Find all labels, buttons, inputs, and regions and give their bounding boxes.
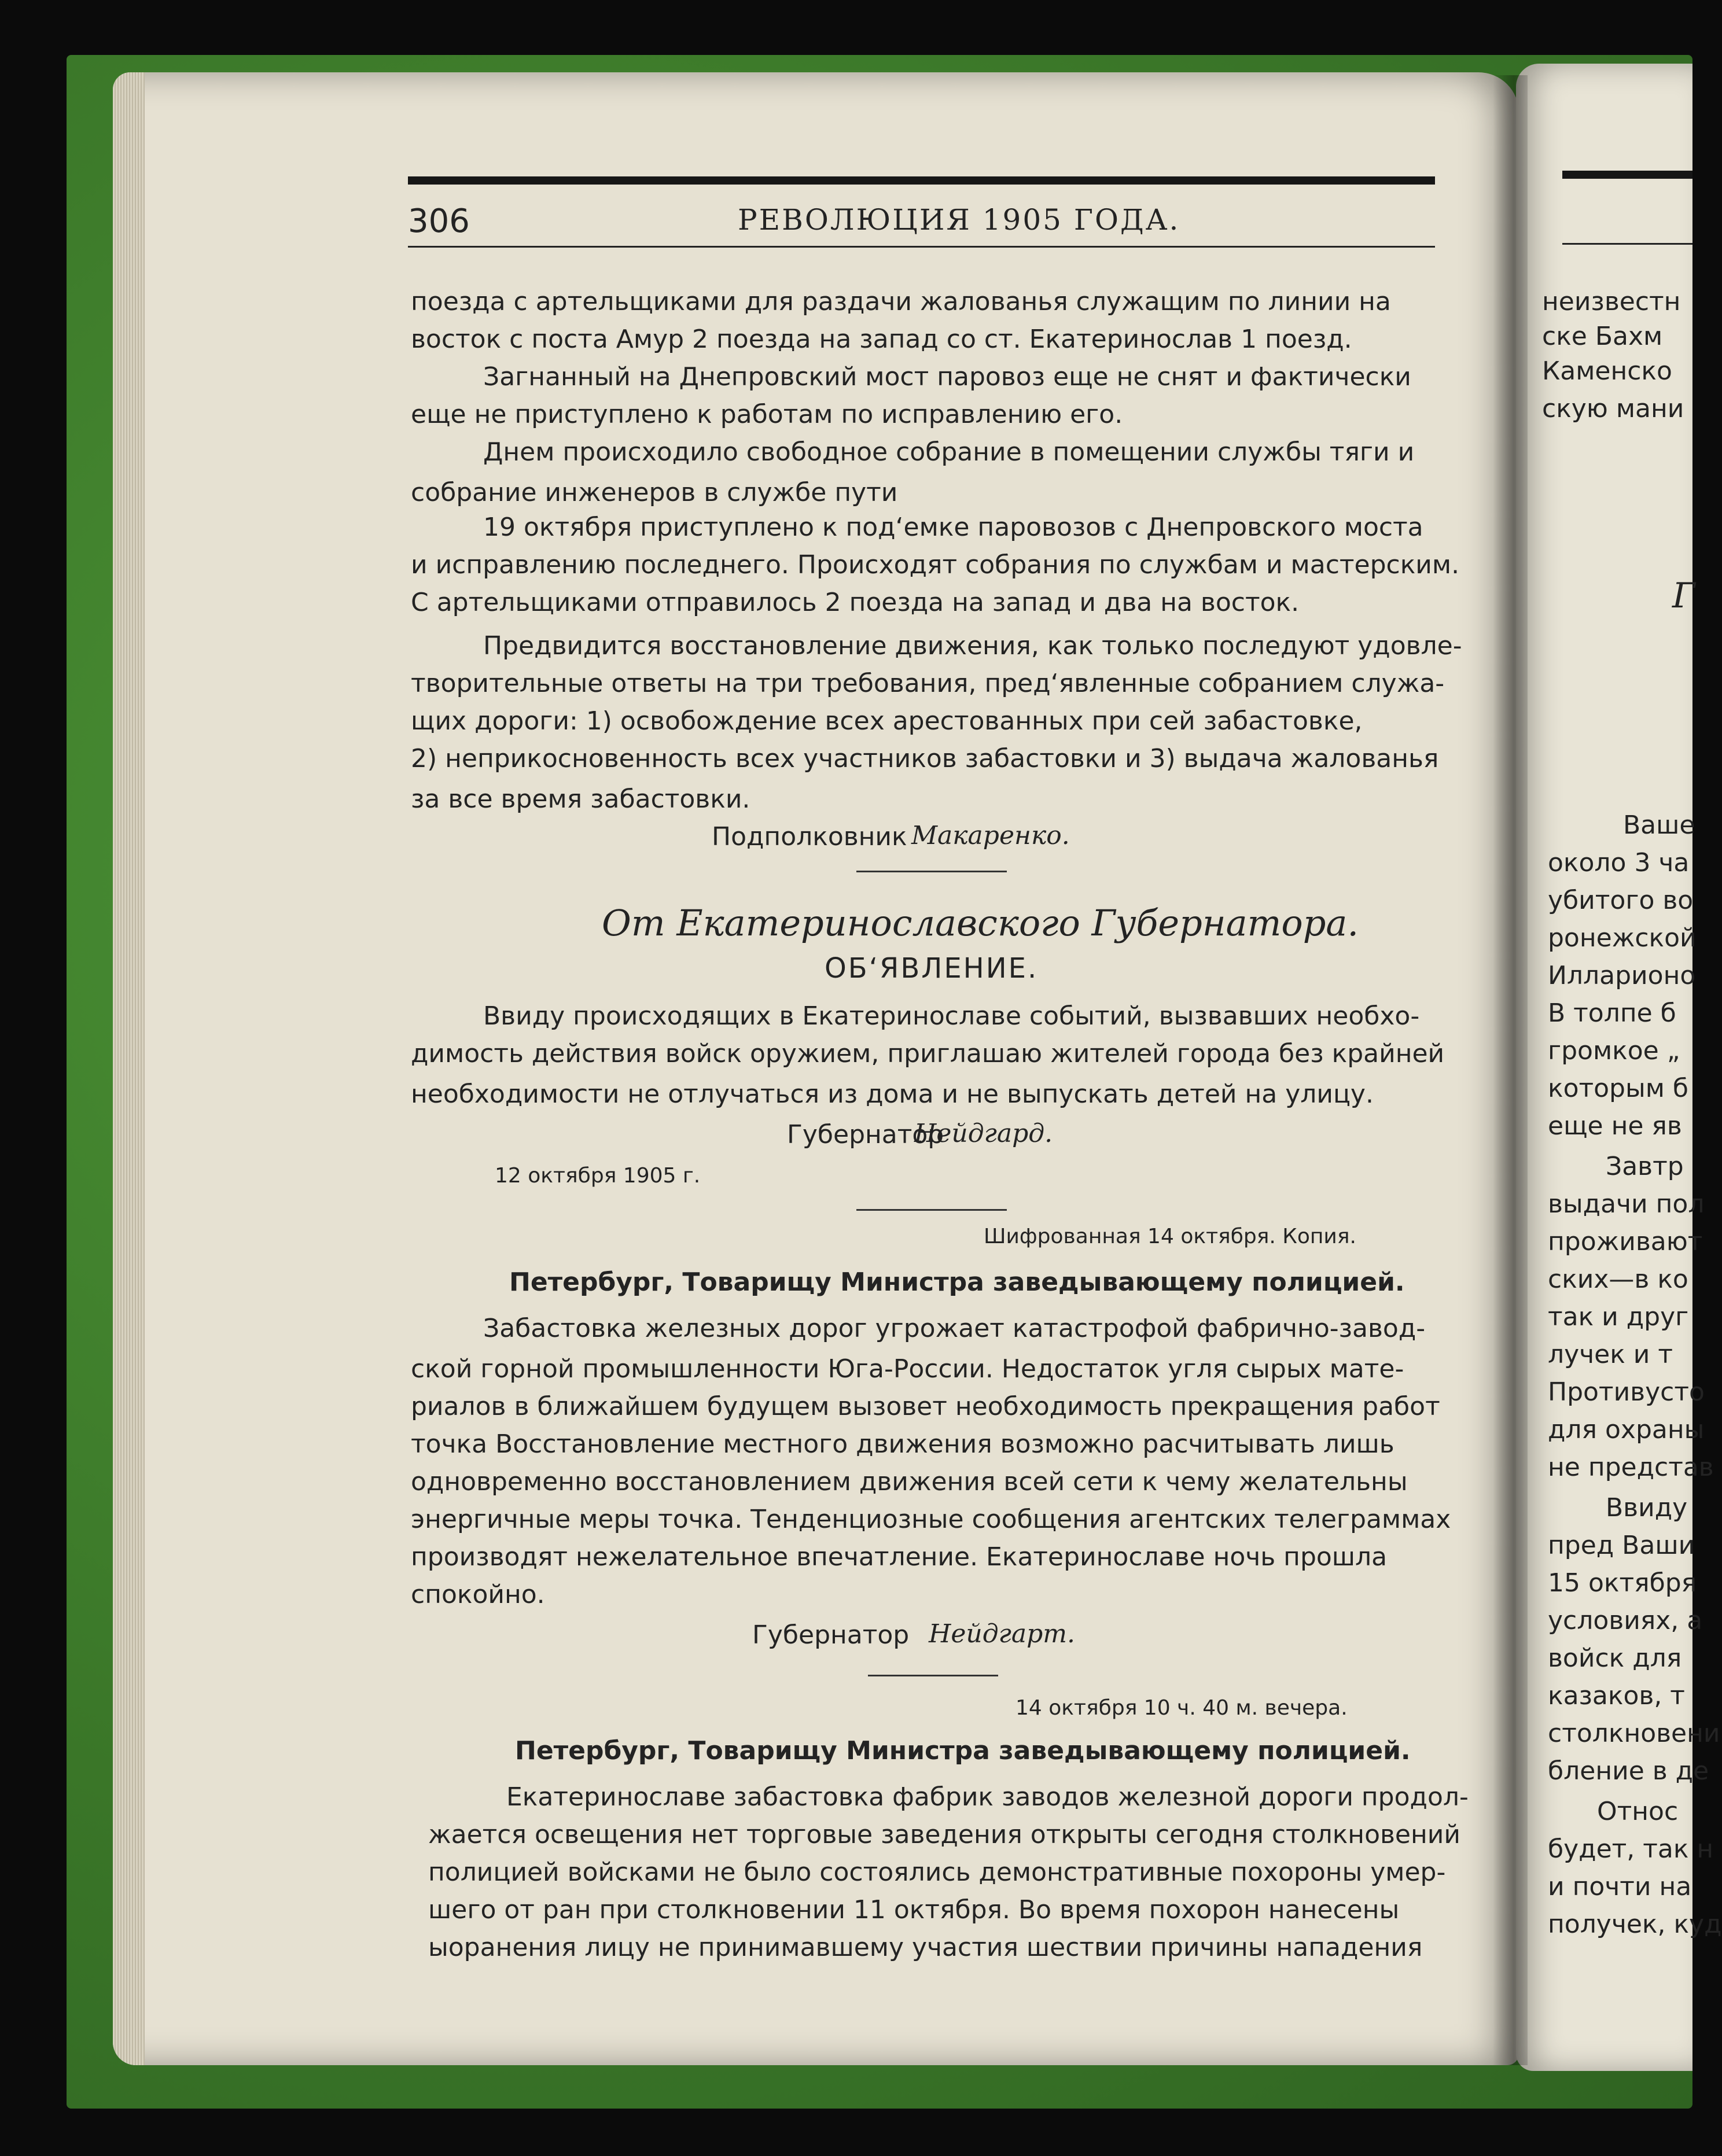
right-page-line: 15 октября (1548, 1568, 1697, 1598)
right-page-line: Противусто (1548, 1377, 1705, 1407)
date-line: 14 октября 10 ч. 40 м. вечера. (1015, 1696, 1348, 1720)
signature-rank: Губернатор (787, 1120, 944, 1149)
right-page-line: скую мани (1542, 394, 1684, 423)
body-line: восток с поста Амур 2 поезда на запад со ст. Екатеринослав 1 поезд. (411, 325, 1352, 354)
body-line: и исправлению последнего. Происходят собрания по службам и мастерским. (411, 550, 1460, 580)
right-page-line: ске Бахм (1542, 322, 1663, 351)
section-separator (856, 871, 1007, 872)
section-separator (856, 1209, 1007, 1211)
body-line: собрание инженеров в службе пути (411, 478, 898, 507)
telegram-line: Екатеринославе забастовка фабрик заводов железной дороги продол- (506, 1782, 1469, 1812)
right-page-line: войск для (1548, 1643, 1682, 1673)
right-page-line: лучек и т (1548, 1340, 1673, 1369)
right-page-line: Каменско (1542, 356, 1672, 386)
signature-rank: Подполковник (712, 822, 907, 852)
right-page-line: Относ (1597, 1797, 1679, 1826)
body-line: С артельщиками отправилось 2 поезда на запад и два на восток. (411, 588, 1300, 617)
right-page-line: для охраны (1548, 1415, 1705, 1444)
signature-name: Макаренко. (911, 821, 1070, 850)
telegram-address: Петербург, Товарищу Министра заведывающему полицией. (515, 1736, 1411, 1766)
right-page-line: так и друг (1548, 1302, 1689, 1332)
right-page-line: условиях, а (1548, 1606, 1703, 1635)
body-line: Загнанный на Днепровский мост паровоз еще не снят и фактически (483, 362, 1411, 392)
announcement-heading: ОБ‘ЯВЛЕНИЕ. (825, 952, 1039, 985)
right-page-line: неизвестн (1542, 287, 1681, 316)
right-page-fragment: Г (1672, 576, 1695, 616)
telegram-address: Петербург, Товарищу Министра заведывающему полицией. (509, 1267, 1405, 1297)
right-page-line: не представ (1548, 1453, 1714, 1482)
telegram-line: жается освещения нет торговые заведения открыты сегодня столкновений (428, 1820, 1460, 1849)
telegram-line: ской горной промышленности Юга-России. Недостаток угля сырых мате- (411, 1354, 1404, 1384)
announcement-line: необходимости не отлучаться из дома и не выпускать детей на улицу. (411, 1079, 1374, 1109)
right-page-line: еще не яв (1548, 1111, 1682, 1141)
telegram-line: ыоранения лицу не принимавшему участия шествии причины нападения (428, 1933, 1423, 1962)
page-number: 306 (408, 202, 470, 240)
right-page-line: около 3 ча (1548, 848, 1690, 878)
right-page-line: будет, так н (1548, 1834, 1714, 1864)
right-header-rule-thin (1562, 243, 1692, 245)
telegram-line: точка Восстановление местного движения возможно расчитывать лишь (411, 1429, 1394, 1459)
right-page-line: выдачи пол (1548, 1189, 1705, 1219)
right-page-line: которым б (1548, 1074, 1689, 1103)
announcement-line: Ввиду происходящих в Екатеринославе событий, вызвавших необхо- (483, 1001, 1420, 1031)
right-page-line: казаков, т (1548, 1681, 1685, 1711)
right-page-line: получек, куд (1548, 1910, 1722, 1939)
right-page-line: проживают (1548, 1227, 1703, 1256)
section-separator (868, 1675, 998, 1676)
telegram-line: риалов в ближайшем будущем вызовет необходимость прекращения работ (411, 1392, 1440, 1421)
body-line: за все время забастовки. (411, 784, 750, 814)
right-page-line: пред Ваши (1548, 1531, 1695, 1560)
right-page-line: Завтр (1606, 1152, 1684, 1181)
right-page-line: бление в де (1548, 1756, 1709, 1786)
telegram-line: производят нежелательное впечатление. Екатеринославе ночь прошла (411, 1542, 1388, 1572)
section-title: От Екатеринославского Губернатора. (602, 902, 1359, 944)
right-page-line: столкновени (1548, 1719, 1720, 1748)
right-page-line: и почти на (1548, 1872, 1692, 1901)
page-edges (113, 72, 145, 2065)
signature-name: Нейдгард. (914, 1119, 1053, 1148)
body-line: Предвидится восстановление движения, как только последуют удовле- (483, 631, 1462, 661)
right-page-line: ских—в ко (1548, 1265, 1688, 1294)
announcement-line: димость действия войск оружием, приглашаю жителей города без крайней (411, 1039, 1445, 1068)
body-line: 19 октября приступлено к под‘емке паровозов с Днепровского моста (483, 513, 1423, 542)
body-line: щих дороги: 1) освобождение всех арестованных при сей забастовке, (411, 706, 1363, 736)
signature-rank: Губернатор (752, 1620, 910, 1650)
body-line: еще не приступлено к работам по исправлению его. (411, 400, 1123, 429)
book-gutter (1493, 75, 1528, 2065)
telegram-line: одновременно восстановлением движения всей сети к чему желательны (411, 1467, 1408, 1497)
running-head: РЕВОЛЮЦИЯ 1905 ГОДА. (738, 203, 1180, 237)
right-page-line: Ваше (1623, 810, 1695, 840)
right-page-line: В толпе б (1548, 998, 1676, 1028)
telegram-line: шего от ран при столкновении 11 октября. Во время похорон нанесены (428, 1895, 1400, 1925)
right-page-line: громкое „ (1548, 1036, 1680, 1066)
body-line: поезда с артельщиками для раздачи жалованья служащим по линии на (411, 287, 1391, 316)
telegram-line: спокойно. (411, 1580, 545, 1609)
right-page-line: убитого во (1548, 886, 1694, 915)
signature-name: Нейдгарт. (929, 1619, 1075, 1649)
telegram-line: полицией войсками не было состоялись демонстративные похороны умер- (428, 1858, 1446, 1887)
header-rule-thick (408, 176, 1435, 185)
right-page-line: ронежской (1548, 923, 1697, 953)
right-header-rule (1562, 171, 1692, 179)
body-line: Днем происходило свободное собрание в помещении службы тяги и (483, 437, 1415, 467)
date-line: 12 октября 1905 г. (495, 1164, 701, 1188)
body-line: творительные ответы на три требования, пред‘явленные собранием служа- (411, 669, 1445, 698)
telegram-line: энергичные меры точка. Тенденциозные сообщения агентских телеграммах (411, 1505, 1451, 1534)
telegram-line: Забастовка железных дорог угрожает катастрофой фабрично-завод- (483, 1314, 1426, 1343)
body-line: 2) неприкосновенность всех участников забастовки и 3) выдача жалованья (411, 744, 1439, 773)
header-rule-thin (408, 246, 1435, 248)
cipher-note: Шифрованная 14 октября. Копия. (984, 1225, 1356, 1248)
right-page-line: Илларионо (1548, 961, 1696, 990)
right-page-line: Ввиду (1606, 1493, 1688, 1523)
